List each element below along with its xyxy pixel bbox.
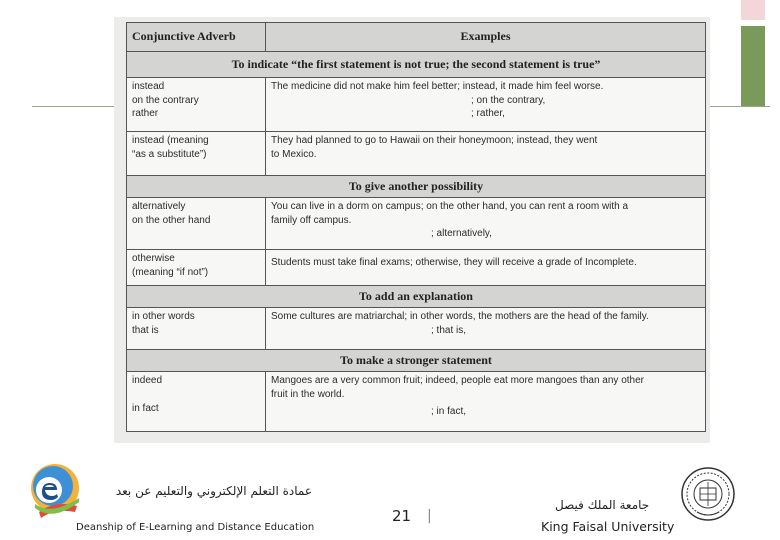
example-cell xyxy=(266,372,706,432)
table-row xyxy=(127,250,706,286)
example-text: Some cultures are matriarchal; in other words, the mothers are the head of the family. xyxy=(271,311,649,322)
adverb-text: on the other hand xyxy=(132,214,211,226)
university-arabic-name: جامعة الملك فيصل xyxy=(555,498,650,512)
example-cell xyxy=(266,78,706,132)
example-text: ; alternatively, xyxy=(431,228,492,239)
section-title-row xyxy=(127,350,706,372)
adverb-text: instead (meaning xyxy=(132,135,209,146)
section-title: To make a stronger statement xyxy=(127,350,706,372)
example-text: ; on the contrary, xyxy=(471,94,546,106)
page-separator: | xyxy=(427,508,432,524)
university-english-name: King Faisal University xyxy=(541,519,675,534)
adverb-text: indeed xyxy=(132,375,163,386)
example-text: to Mexico. xyxy=(271,148,317,160)
adverb-cell xyxy=(127,132,266,176)
table-row xyxy=(127,78,706,132)
table-row xyxy=(127,308,706,350)
section-title-row xyxy=(127,52,706,78)
table-row xyxy=(127,132,706,176)
elearning-logo-icon xyxy=(25,456,85,528)
example-text: Students must take final exams; otherwise, they will receive a grade of Incomplete. xyxy=(271,257,637,268)
adverb-text: in other words xyxy=(132,311,195,322)
decorative-accent-green xyxy=(741,26,765,106)
example-text: You can live in a dorm on campus; on the other hand, you can rent a room with a xyxy=(271,201,629,212)
header-examples: Examples xyxy=(266,23,706,52)
example-text: The medicine did not make him feel better; instead, it made him feel worse. xyxy=(271,81,604,92)
header-conjunctive-adverb: Conjunctive Adverb xyxy=(127,23,266,52)
section-title-row xyxy=(127,286,706,308)
decorative-divider-right xyxy=(710,106,770,107)
example-text: ; rather, xyxy=(471,108,505,119)
adverb-text: alternatively xyxy=(132,201,186,212)
decorative-divider-left xyxy=(32,106,116,107)
university-seal-icon xyxy=(679,460,737,532)
adverb-cell xyxy=(127,308,266,350)
adverb-cell xyxy=(127,198,266,250)
conjunctive-adverb-table xyxy=(126,22,706,432)
example-text: family off campus. xyxy=(271,214,352,226)
adverb-text: that is xyxy=(132,324,159,336)
adverb-text: (meaning “if not”) xyxy=(132,266,209,278)
example-text: ; in fact, xyxy=(431,406,467,417)
adverb-text: otherwise xyxy=(132,253,175,264)
example-cell xyxy=(266,250,706,286)
adverb-cell xyxy=(127,250,266,286)
deanship-arabic-name: عمادة التعلم الإلكتروني والتعليم عن بعد xyxy=(115,484,312,498)
page-number: 21 xyxy=(392,507,412,525)
adverb-cell xyxy=(127,78,266,132)
example-cell xyxy=(266,132,706,176)
example-text: ; that is, xyxy=(431,324,467,336)
adverb-text: in fact xyxy=(132,402,159,414)
example-cell xyxy=(266,198,706,250)
section-title: To indicate “the first statement is not true; the second statement is true” xyxy=(127,52,706,78)
adverb-cell xyxy=(127,372,266,432)
adverb-text: rather xyxy=(132,108,159,119)
example-text: fruit in the world. xyxy=(271,388,345,400)
example-text: Mangoes are a very common fruit; indeed, people eat more mangoes than any other xyxy=(271,375,644,386)
table-header-row xyxy=(127,23,706,52)
deanship-english-name: Deanship of E-Learning and Distance Education xyxy=(76,522,315,533)
adverb-text: on the contrary xyxy=(132,94,199,106)
adverb-text: “as a substitute”) xyxy=(132,148,207,160)
table-row xyxy=(127,372,706,432)
decorative-accent-pink xyxy=(741,0,765,20)
table-row xyxy=(127,198,706,250)
adverb-text: instead xyxy=(132,81,165,92)
section-title: To add an explanation xyxy=(127,286,706,308)
example-text: They had planned to go to Hawaii on their honeymoon; instead, they went xyxy=(271,135,598,146)
section-title-row xyxy=(127,176,706,198)
section-title: To give another possibility xyxy=(127,176,706,198)
example-cell xyxy=(266,308,706,350)
